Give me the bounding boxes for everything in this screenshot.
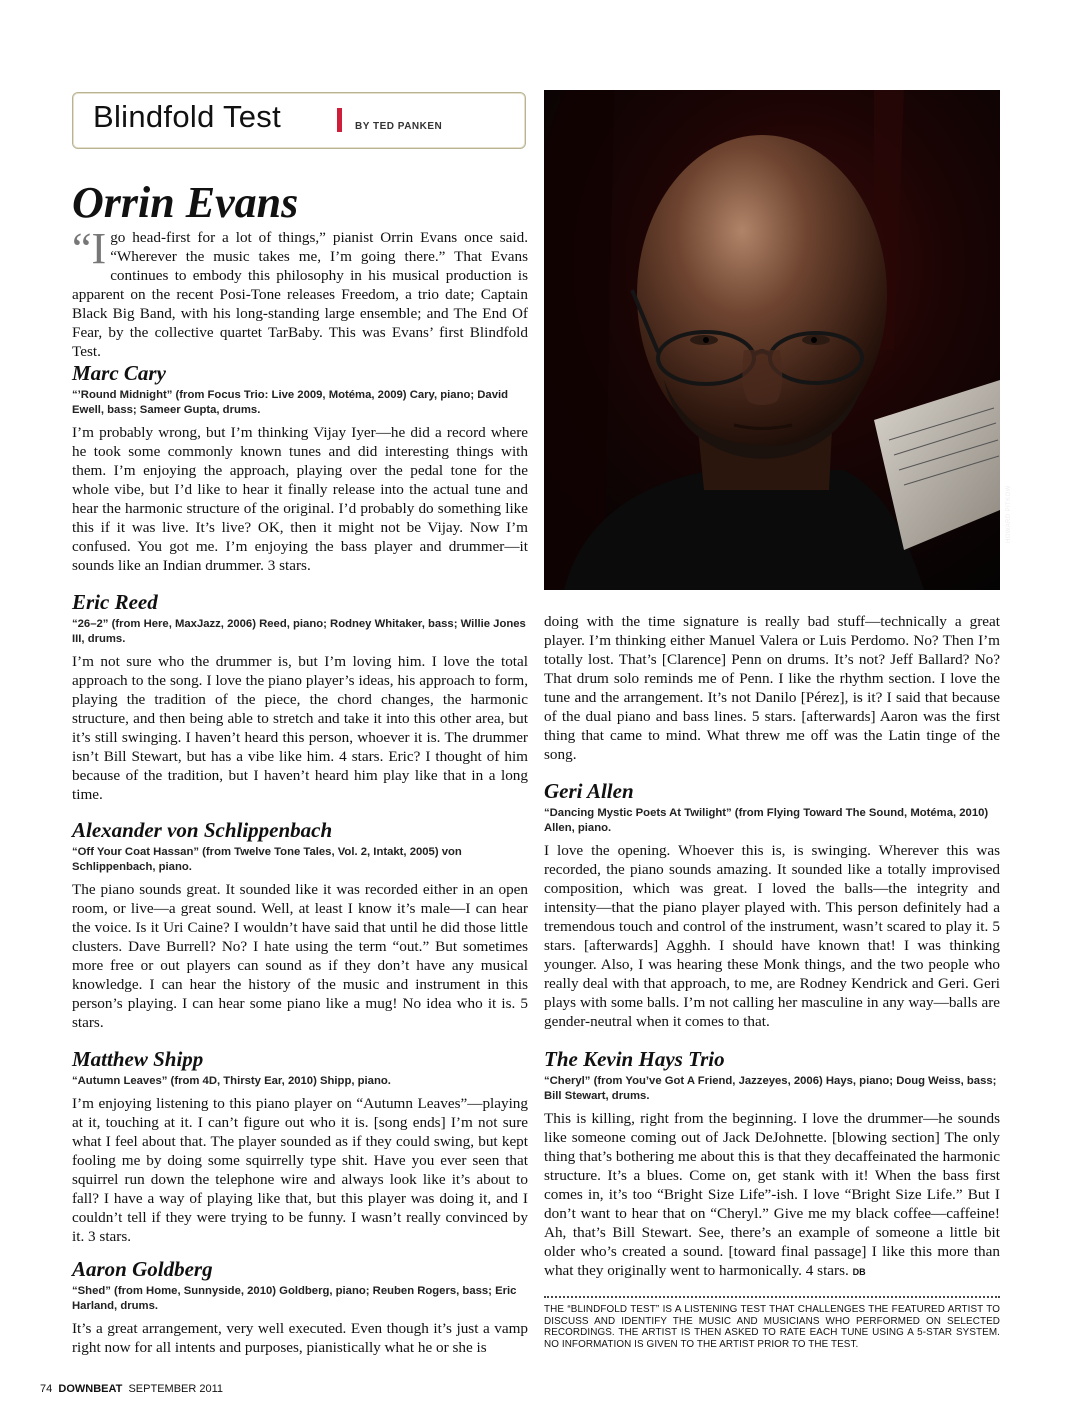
issue-date: SEPTEMBER 2011	[128, 1383, 224, 1395]
review-text: It’s a great arrangement, very well executed. Even though it’s just a vamp right now for all intents and purposes, pianistically what he or she is	[72, 1320, 528, 1356]
record-info: “Autumn Leaves” (from 4D, Thirsty Ear, 2010) Shipp, piano.	[72, 1075, 391, 1087]
review-text: I’m not sure who the drummer is, but I’m loving him. I love the total approach to the song. I love the piano player’s ideas, his approach to form, playing the tradition of the piece, the chord changes, the harmonic structure, and then being able to stretch and take it into this other area, but it’s still swinging. I haven’t heard this person, whoever it is. The drummer isn’t Bill Stewart, but has a vibe like him. 4 stars. Eric? I thought of him because of the tradition, but I haven’t heard him play like that in a long time.	[72, 653, 528, 803]
footnote: THE “BLINDFOLD TEST” IS A LISTENING TEST THAT CHALLENGES THE FEATURED ARTIST TO DISCUSS AND IDENTIFY THE MUSIC AND MUSICIANS WHO PERFORMED ON SELECTED RECORDINGS. THE ARTIST IS THEN ASKED TO RATE EACH TUNE USING A 5-STAR SYSTEM. NO INFORMATION IS GIVEN TO THE ARTIST PRIOR TO THE TEST.	[544, 1304, 1000, 1350]
end-mark: DB	[852, 1267, 866, 1277]
portrait-illustration	[544, 90, 1000, 590]
photo-credit: HOWARD PITKOW	[1006, 485, 1012, 543]
artist-name: Geri Allen	[544, 779, 634, 803]
column-header-box	[72, 92, 526, 149]
review-text-body: This is killing, right from the beginning. I love the drummer—he sounds like someone coming out of Jack DeJohnette. [blowing section] The only thing that’s bothering me about this is that they decaffeinated the harmonic structure. It’s a blues. Come on, get stank with it! When the bass first comes in, it’s too “Bright Size Life”-ish. I love “Bright Size Life.” But I don’t want to hear that on “Cheryl.” Give me my black coffee—caffeine! Ah, that’s Bill Stewart. See, there’s an example of someone a little bit older who’s created a sound. [toward final passage] I like this more than what they originally went to harmonically. 4 stars.	[544, 1110, 1000, 1279]
record-info: “Off Your Coat Hassan” (from Twelve Tone Tales, Vol. 2, Intakt, 2005) von Schlippenbach, piano.	[72, 846, 462, 873]
record-info: “’Round Midnight” (from Focus Trio: Live 2009, Motéma, 2009) Cary, piano; David Ewell, bass; Sameer Gupta, drums.	[72, 389, 509, 416]
review-section	[544, 1047, 1000, 1282]
review-section	[72, 361, 528, 575]
review-continued	[544, 612, 1000, 764]
red-divider-bar	[337, 108, 342, 132]
page-footer	[40, 1383, 223, 1395]
review-section	[544, 779, 1000, 1031]
review-text: I love the opening. Whoever this is, is swinging. Wherever this was recorded, the piano sounds amazing. It sounded like a totally improvised composition, which was great. I loved the balls—the integrity and intensity—that the piano player played with. This person definitely had a tremendous touch and control of the instrument, wasn’t scared to play it. 5 stars. [afterwards] Agghh. I should have known that! I was thinking younger. Also, I was hearing these Monk things, and the two people who really deal with that approach, to me, are Rodney Kendrick and Geri. Geri plays with some balls. I’m not calling her masculine in any way—balls are gender-neutral when it comes to that.	[544, 842, 1000, 1030]
review-text: I’m probably wrong, but I’m thinking Vijay Iyer—he did a record where he took some commonly known tunes and did interesting things with them. I’m enjoying the approach, playing over the pedal tone for the whole vibe, but I’d like to hear it finally release into the actual tune and hear the harmonic structure of the original. I’d probably do something like this if it was live. It’s live? OK, then it might not be Vijay. Now I’m confused. You got me. I’m enjoying the bass player and drummer—it sounds like an Indian drummer. 3 stars.	[72, 424, 528, 574]
page-number: 74	[40, 1383, 53, 1395]
drop-cap: “I	[72, 224, 107, 273]
artist-name: The Kevin Hays Trio	[544, 1047, 725, 1071]
artist-photo	[544, 90, 1000, 590]
artist-name: Alexander von Schlippenbach	[72, 818, 333, 842]
review-text: The piano sounds great. It sounded like it was recorded either in an open room, or live—a great sound. Well, at least I know it’s male—I can hear the voice. Is it Uri Caine? I wouldn’t have said that until he did those little clusters. Dave Burrell? No? I hate using the term “out.” But sometimes more free or out players can sound as if they don’t have any musical knowledge. I can hear the history of the music and instrument in this person’s playing. I can hear some piano like a mug! No idea who it is. 5 stars.	[72, 881, 528, 1031]
review-text-continued: doing with the time signature is really bad stuff—technically a great player. I’m thinking either Manuel Valera or Luis Perdomo. No? Then I’m totally lost. That’s [Clarence] Penn on drums. It’s not? Jeff Ballard? No? That drum solo reminds me of Penn. I like the rhythm section. I love the tune and the arrangement. It’s not Danilo [Pérez], is it? I said that because of the dual piano and bass lines. 5 stars. [afterwards] Aaron was the first thing that came to mind. What threw me off was the Latin tinge of the song.	[544, 613, 1000, 763]
page-title: Orrin Evans	[72, 178, 299, 227]
artist-name: Marc Cary	[72, 361, 166, 385]
record-info: “26–2” (from Here, MaxJazz, 2006) Reed, piano; Rodney Whitaker, bass; Willie Jones III, drums.	[72, 618, 526, 645]
column-title: Blindfold Test	[93, 99, 282, 134]
intro-text: go head-first for a lot of things,” pianist Orrin Evans once said. “Wherever the music takes me, I’m going there.” That Evans continues to embody this philosophy in his musical production is apparent on the recent Posi-Tone releases Freedom, a trio date; Captain Black Big Band, with his long-standing large ensemble; and The End Of Fear, by the collective quartet TarBaby. This was Evans’ first Blindfold Test.	[72, 229, 528, 360]
intro-paragraph	[72, 224, 528, 361]
review-section	[72, 1257, 528, 1357]
magazine-name: DOWNBEAT	[58, 1383, 123, 1395]
dotted-divider	[544, 1296, 1000, 1298]
review-section	[72, 818, 528, 1032]
review-text	[544, 1109, 1000, 1282]
review-text: I’m enjoying listening to this piano player on “Autumn Leaves”—playing at it, touching at it. I can’t figure out who it is. [song ends] I’m not sure what I feel about that. The player sounded as if they could swing, but kept fooling me by doing some squirrelly type shit. Have you ever seen that squirrel run down the telephone wire and always look like it’s about to fall? I have a way of playing like that, but this player was doing it, and I couldn’t tell if they were trying to be funny. I wasn’t really convinced by it. 3 stars.	[72, 1095, 528, 1245]
record-info: “Shed” (from Home, Sunnyside, 2010) Goldberg, piano; Reuben Rogers, bass; Eric Harland, drums.	[72, 1285, 517, 1312]
review-section	[72, 590, 528, 804]
artist-name: Matthew Shipp	[72, 1047, 204, 1071]
artist-name: Aaron Goldberg	[72, 1257, 213, 1281]
byline: BY TED PANKEN	[355, 121, 443, 132]
record-info: “Dancing Mystic Poets At Twilight” (from Flying Toward The Sound, Motéma, 2010) Allen, piano.	[544, 807, 989, 834]
artist-name: Eric Reed	[72, 590, 158, 614]
record-info: “Cheryl” (from You’ve Got A Friend, Jazzeyes, 2006) Hays, piano; Doug Weiss, bass; Bill Stewart, drums.	[544, 1075, 997, 1102]
review-section	[72, 1047, 528, 1246]
